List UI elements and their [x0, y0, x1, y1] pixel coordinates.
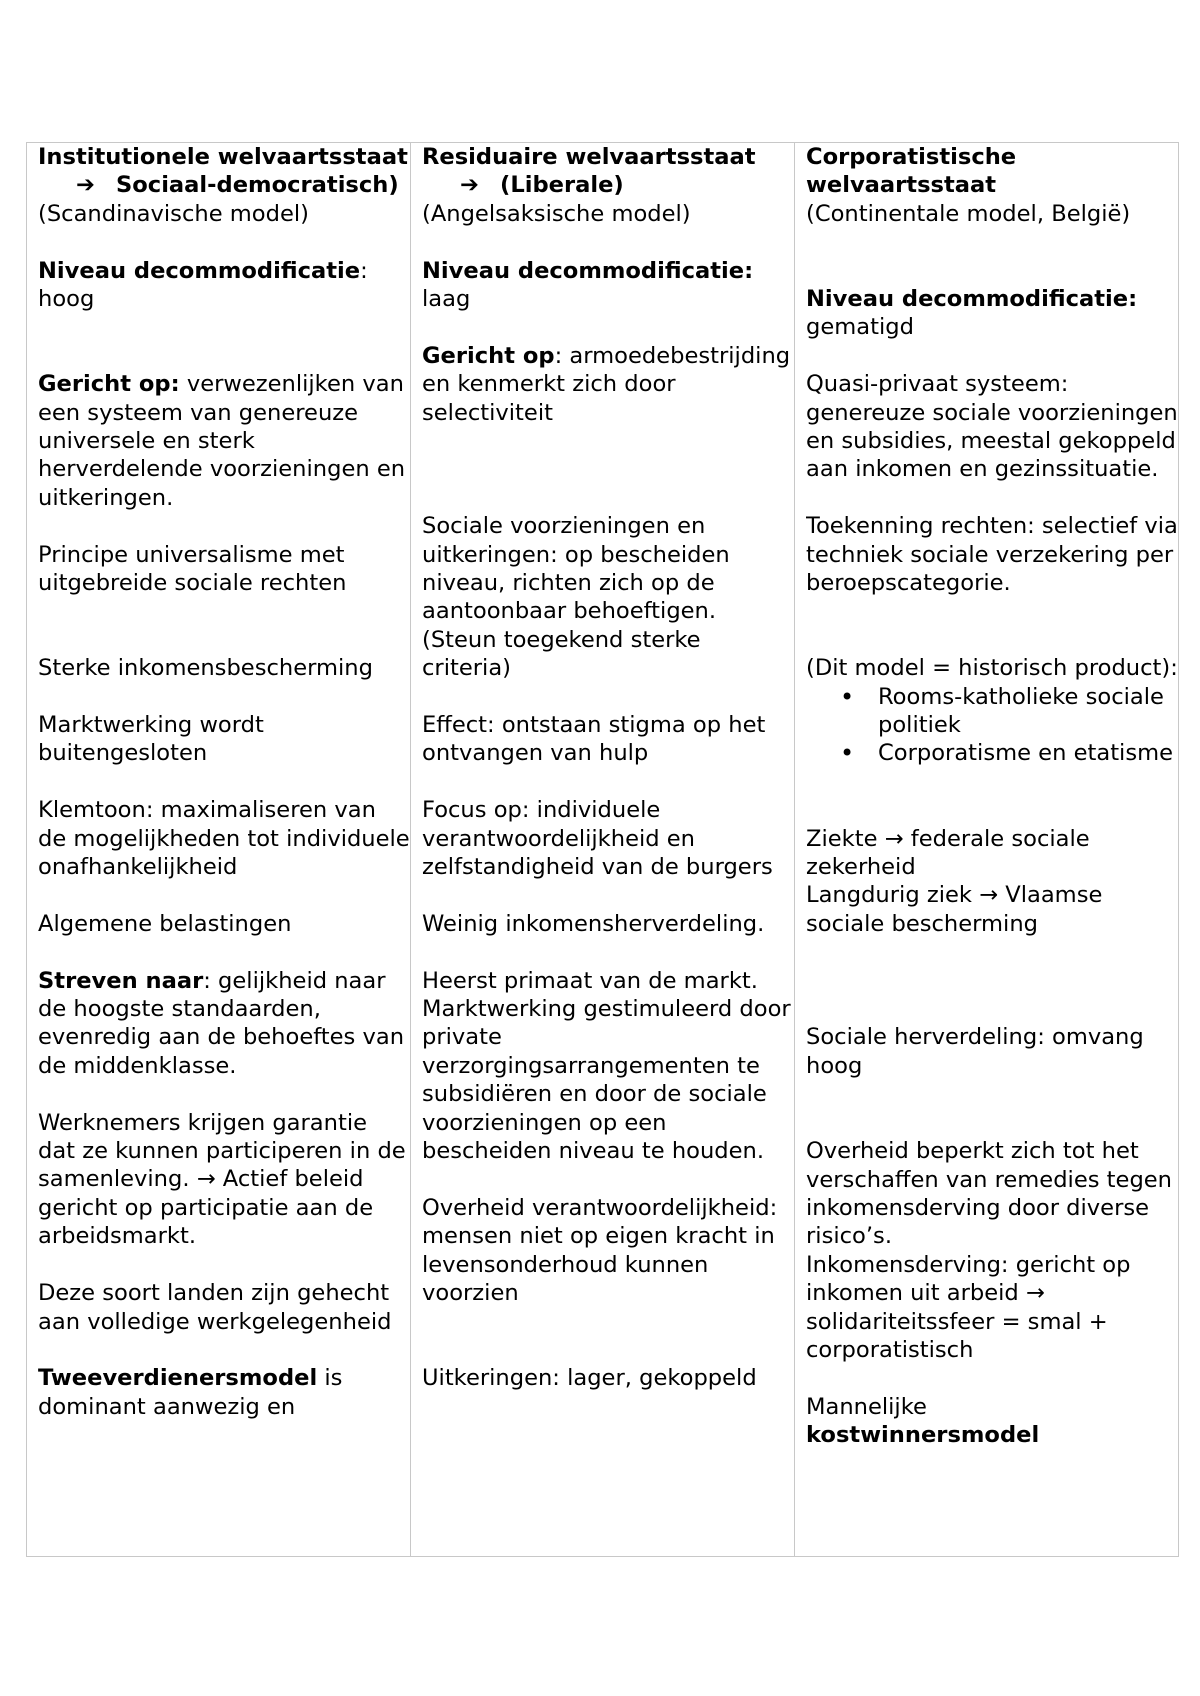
- paragraph: Overheid beperkt zich tot het verschaffen van remedies tegen inkomensderving door diverse risico’s.: [806, 1138, 1173, 1250]
- paragraph: Heerst primaat van de markt. Marktwerking gestimuleerd door private verzorgingsarrangementen te subsidiëren en door de sociale voorzieningen op een bescheiden niveau te houden.: [422, 967, 791, 1165]
- paragraph: Sociale herverdeling: omvang hoog: [806, 1024, 1144, 1079]
- decommodification-value: laag: [422, 286, 471, 313]
- welfare-state-comparison-table: [26, 142, 1179, 1557]
- paragraph: Focus op: individuele verantwoordelijkheid en zelfstandigheid van de burgers: [422, 797, 773, 881]
- table-row: [27, 143, 1179, 1557]
- column-title: Corporatistische welvaartsstaat: [806, 144, 1017, 199]
- column-title: Institutionele welvaartsstaat: [38, 144, 408, 170]
- paragraph: Principe universalisme met uitgebreide sociale rechten: [38, 541, 347, 597]
- column-subtitle: ➔ Sociaal-democratisch): [76, 172, 399, 199]
- model-label: (Scandinavische model): [38, 200, 309, 227]
- breadwinner-label: kostwinnersmodel: [806, 1422, 1040, 1449]
- paragraph: Overheid verantwoordelijkheid: mensen niet op eigen kracht in levensonderhoud kunnen voorzien: [422, 1194, 778, 1307]
- paragraph: Marktwerking wordt buitengesloten: [38, 712, 264, 767]
- list-item: • Corporatisme en etatisme: [878, 739, 1178, 767]
- paragraph: Klemtoon: maximaliseren van de mogelijkheden tot individuele onafhankelijkheid: [38, 797, 410, 881]
- paragraph: Weinig inkomensherverdeling.: [422, 910, 765, 937]
- column-corporatist: [795, 143, 1179, 1557]
- paragraph: Deze soort landen zijn gehecht aan volledige werkgelegenheid: [38, 1280, 392, 1335]
- decommodification-value: gematigd: [806, 314, 914, 341]
- paragraph: Mannelijke: [806, 1393, 927, 1420]
- paragraph: Quasi-privaat systeem: genereuze sociale voorzieningen en subsidies, meestal gekoppeld aan inkomen en gezinssituatie.: [806, 371, 1178, 483]
- model-label: (Angelsaksische model): [422, 200, 691, 227]
- paragraph: Langdurig ziek → Vlaamse sociale bescherming: [806, 882, 1103, 937]
- dual-earner-paragraph: Tweeverdienersmodel is dominant aanwezig en: [38, 1365, 343, 1420]
- model-label: (Continentale model, België): [806, 200, 1131, 227]
- paragraph: Inkomensderving: gericht op inkomen uit arbeid → solidariteitssfeer = smal + corporatistisch: [806, 1251, 1131, 1363]
- bullet-list: [806, 683, 1178, 768]
- strive-paragraph: Streven naar: gelijkheid naar de hoogste standaarden, evenredig aan de behoeftes van de middenklasse.: [38, 967, 405, 1079]
- arrow-icon: ➔: [460, 172, 479, 199]
- column-institutional: [27, 143, 411, 1557]
- arrow-icon: ➔: [76, 172, 95, 199]
- paragraph: (Dit model = historisch product):: [806, 655, 1178, 682]
- paragraph: Effect: ontstaan stigma op het ontvangen van hulp: [422, 712, 766, 767]
- list-item: • Rooms-katholieke sociale politiek: [878, 683, 1178, 740]
- focus-paragraph: Gericht op: verwezenlijken van een systeem van genereuze universele en sterk herverdelende voorzieningen en uitkeringen.: [38, 371, 406, 511]
- paragraph: Ziekte → federale sociale zekerheid: [806, 825, 1090, 881]
- paragraph: Sociale voorzieningen en uitkeringen: op bescheiden niveau, richten zich op de aantoonbaar behoeftigen. (Steun toegekend sterke criteria): [422, 513, 730, 682]
- paragraph: Algemene belastingen: [38, 910, 292, 937]
- column-residual: [411, 143, 795, 1557]
- column-subtitle: ➔ (Liberale): [460, 172, 624, 199]
- decommodification-label: Niveau decommodificatie:: [422, 257, 754, 284]
- paragraph: Toekenning rechten: selectief via techniek sociale verzekering per beroepscategorie.: [806, 513, 1178, 597]
- focus-paragraph: Gericht op: armoedebestrijding en kenmerkt zich door selectiviteit: [422, 342, 791, 426]
- decommodification-paragraph: Niveau decommodificatie: hoog: [38, 257, 368, 313]
- paragraph: Sterke inkomensbescherming: [38, 655, 373, 682]
- paragraph: Werknemers krijgen garantie dat ze kunnen participeren in de samenleving. → Actief beleid gericht op participatie aan de arbeidsmarkt.: [38, 1109, 406, 1250]
- paragraph: Uitkeringen: lager, gekoppeld: [422, 1365, 757, 1392]
- column-title: Residuaire welvaartsstaat: [422, 144, 756, 170]
- decommodification-label: Niveau decommodificatie:: [806, 286, 1138, 313]
